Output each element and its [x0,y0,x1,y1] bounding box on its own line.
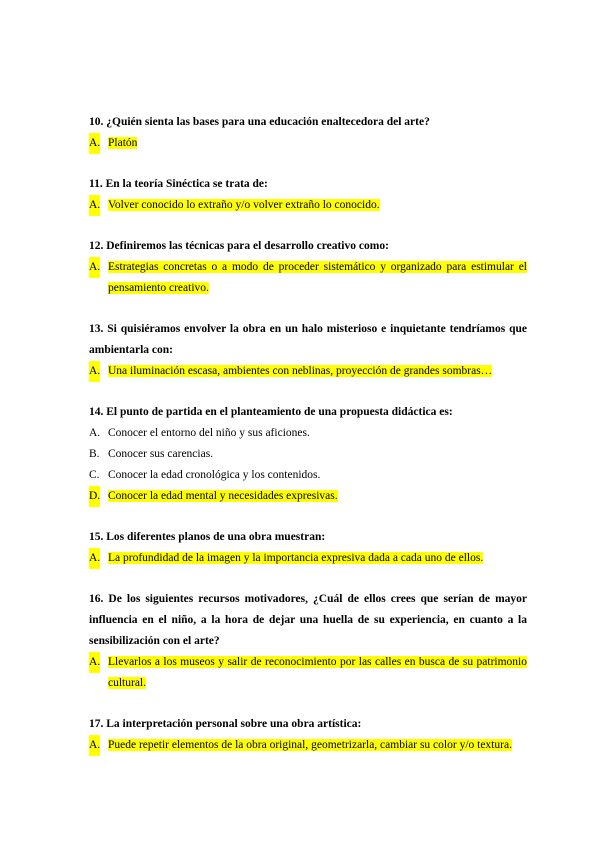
option-a [89,652,527,694]
option-text: Platón [108,137,138,149]
question-11 [89,174,527,216]
question-16 [89,589,527,694]
option-b [89,444,527,465]
option-a [89,548,527,569]
option-text: La profundidad de la imagen y la importancia expresiva dada a cada uno de ellos. [108,552,484,564]
question-text: 10. ¿Quién sienta las bases para una educación enaltecedora del arte? [89,116,430,128]
option-text: Estrategias concretas o a modo de proceder sistemático y organizado para estimular el pensamiento creativo. [108,261,527,294]
option-text: Conocer el entorno del niño y sus aficiones. [108,427,310,439]
option-letter: B. [89,448,100,460]
option-text: Una iluminación escasa, ambientes con neblinas, proyección de grandes sombras… [108,365,493,377]
option-a [89,195,527,216]
question-text: 15. Los diferentes planos de una obra muestran: [89,531,326,543]
option-letter: D. [89,486,100,507]
question-text: 16. De los siguientes recursos motivadores, ¿Cuál de ellos crees que serían de mayor influencia en el niño, a la hora de dejar una huella de su experiencia, en cuanto a la sensibilización con el arte? [89,593,527,647]
question-14 [89,402,527,507]
option-text: Volver conocido lo extraño y/o volver extraño lo conocido. [108,199,380,211]
option-letter: A. [89,548,100,569]
option-a [89,361,527,382]
option-a [89,423,527,444]
option-a [89,735,527,756]
option-letter: A. [89,195,100,216]
question-text: 13. Si quisiéramos envolver la obra en un halo misterioso e inquietante tendríamos que ambientarla con: [89,323,527,356]
option-text: Puede repetir elementos de la obra original, geometrizarla, cambiar su color y/o textura. [108,739,512,751]
question-12 [89,236,527,299]
option-text: Llevarlos a los museos y salir de reconocimiento por las calles en busca de su patrimonio cultural. [108,656,527,689]
question-list [89,112,527,776]
option-a [89,133,527,154]
option-d [89,486,527,507]
option-letter: A. [89,257,100,278]
question-15 [89,527,527,569]
option-text: Conocer la edad mental y necesidades expresivas. [108,490,338,502]
option-letter: A. [89,133,100,154]
option-letter: A. [89,735,100,756]
question-10 [89,112,527,154]
option-letter: A. [89,652,100,673]
option-letter: C. [89,469,100,481]
option-letter: A. [89,427,101,439]
option-text: Conocer sus carencias. [108,448,214,460]
question-17 [89,714,527,756]
option-c [89,465,527,486]
question-text: 14. El punto de partida en el planteamiento de una propuesta didáctica es: [89,406,453,418]
question-text: 11. En la teoría Sinéctica se trata de: [89,178,268,190]
option-text: Conocer la edad cronológica y los contenidos. [108,469,321,481]
question-13 [89,319,527,382]
option-letter: A. [89,361,100,382]
question-text: 12. Definiremos las técnicas para el desarrollo creativo como: [89,240,389,252]
option-a [89,257,527,299]
question-text: 17. La interpretación personal sobre una obra artística: [89,718,362,730]
